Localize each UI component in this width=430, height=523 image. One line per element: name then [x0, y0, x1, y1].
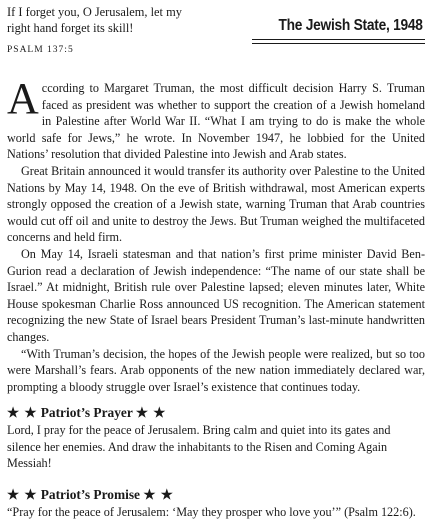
paragraph-1-first-line: ccording to Margaret Truman, the most difficult decision Harry S. Truman — [41, 81, 425, 95]
article-body — [7, 74, 425, 395]
promise-heading: Patriot’s Promise — [40, 487, 140, 502]
promise-text: “Pray for the peace of Jerusalem: ‘May they prosper who love you’” (Psalm 122:6). — [7, 505, 416, 519]
paragraph-1 — [7, 74, 425, 163]
prayer-text: Lord, I pray for the peace of Jerusalem. Bring calm and quiet into its gates and silence her enemies. And draw the inhabitants to the Risen and Coming Again Messiah! — [7, 423, 391, 471]
prayer-heading: Patriot’s Prayer — [40, 405, 133, 420]
drop-cap: A — [7, 74, 39, 123]
patriots-promise-section — [7, 486, 425, 521]
title-rule — [252, 39, 425, 44]
prayer-heading-row — [7, 404, 425, 422]
star-icon: ★ ★ — [7, 405, 38, 420]
epigraph-line-2: right hand forget its skill! — [7, 21, 134, 35]
star-icon: ★ ★ — [135, 405, 167, 420]
star-icon: ★ ★ — [7, 487, 38, 502]
patriots-prayer-section — [7, 404, 425, 472]
paragraph-1-text: faced as president was whether to support the creation of a Jewish homeland in Palestine after World War II. “What I am trying to do is make the whole world safe for Jews,” he wrote. In November 1947, he lobbied for the United Nations’ resolution that divided Palestine into Jewish and Arab states. — [7, 97, 425, 162]
epigraph-citation: PSALM 137:5 — [7, 45, 74, 55]
star-icon: ★ ★ — [143, 487, 174, 502]
page-header — [7, 4, 425, 64]
epigraph — [7, 4, 252, 58]
paragraph-2: Great Britain announced it would transfer its authority over Palestine to the United Nations by May 14, 1948. On the eve of British withdrawal, most American experts strongly opposed the creation of a Jewish state, warning Truman that Arab countries would cut off oil and unite to destroy the Jews. But Truman weighed the multifaceted concerns and held firm. — [7, 163, 425, 245]
epigraph-line-1: If I forget you, O Jerusalem, let my — [7, 5, 182, 19]
promise-heading-row — [7, 486, 425, 504]
paragraph-4: “With Truman’s decision, the hopes of the Jewish people were realized, but so too were Marshall’s fears. Arab opponents of the new nation immediately declared war, prompting a bloody struggle over Israel’s existence that continues today. — [7, 346, 425, 394]
page-title: The Jewish State, 1948 — [278, 17, 423, 34]
paragraph-3: On May 14, Israeli statesman and that nation’s first prime minister David Ben-Gurion read a declaration of Jewish independence: “The name of our state shall be Israel.” At midnight, British rule over Palestine lapsed; eleven minutes later, White House spokesman Charlie Ross announced US recognition. The American statement recognizing the new State of Israel bears President Truman’s last-minute handwritten changes. — [7, 246, 425, 344]
book-page — [7, 4, 425, 519]
